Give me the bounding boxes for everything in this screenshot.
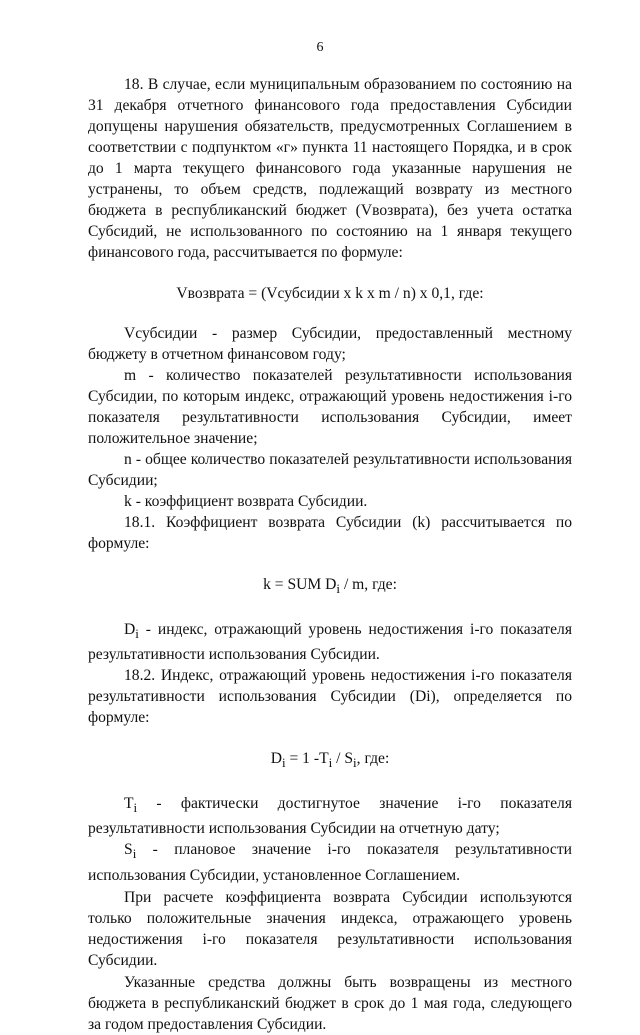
page-number: 6 — [316, 40, 324, 55]
definition-t-subscript: i — [133, 800, 138, 816]
definition-t — [88, 793, 572, 839]
definition-d-subscript: i — [135, 626, 139, 642]
formula-d-mid: = 1 -T — [285, 750, 329, 768]
definition-v-subsidy: Vсубсидии - размер Субсидии, предоставленный местному бюджету в отчетном финансовом году; — [88, 325, 572, 363]
formula-d-subscript-2: i — [328, 755, 333, 771]
definition-n: n - общее количество показателей результативности использования Субсидии; — [88, 451, 572, 489]
paragraph-18-2: 18.2. Индекс, отражающий уровень недостижения i-го показателя результативности использования Субсидии (Di), определяется по формуле: — [88, 667, 572, 727]
formula-k-part-b: / m, где: — [340, 576, 397, 593]
definition-d — [88, 619, 572, 665]
formula-d-subscript-3: i — [353, 755, 357, 771]
definition-d-symbol: D — [124, 621, 136, 639]
formula-return-volume: Vвозврата = (Vсубсидии x k x m / n) x 0,1, где: — [176, 285, 484, 302]
definition-d-text: - индекс, отражающий уровень недостижения i-го показателя результативности использования Субсидии. — [88, 621, 572, 664]
paragraph-18-1: 18.1. Коэффициент возврата Субсидии (k) рассчитывается по формуле: — [88, 514, 572, 552]
paragraph-return-deadline: Указанные средства должны быть возвращены из местного бюджета в республиканский бюджет в срок до 1 мая года, следующего за годом предоставления Субсидии. — [88, 973, 572, 1033]
definition-k: k - коэффициент возврата Субсидии. — [124, 493, 368, 510]
formula-d-end: , где: — [356, 750, 390, 768]
definition-s-symbol: S — [124, 841, 133, 859]
definition-t-text: - фактически достигнутое значение i-го показателя результативности использования Субсидии на отчетную дату; — [88, 795, 572, 838]
definition-m: m - количество показателей результативности использования Субсидии, по которым индекс, отражающий уровень недостижения i-го показателя результативности использования Субсидии, имеет положительное значение; — [88, 367, 572, 447]
formula-coefficient-k — [88, 574, 572, 599]
formula-d-symbol: D — [270, 750, 282, 768]
formula-k-part-a: k = SUM D — [263, 576, 337, 593]
formula-d-slash: / S — [332, 750, 354, 768]
definition-s-subscript: i — [132, 846, 137, 862]
definition-s — [88, 839, 572, 885]
formula-index-d — [88, 748, 572, 773]
document-body — [88, 74, 572, 1035]
formula-k-subscript: i — [336, 581, 341, 597]
paragraph-18: 18. В случае, если муниципальным образованием по состоянию на 31 декабря отчетного финансового года предоставления Субсидии допущены нарушения обязательств, предусмотренных Соглашением в соответствии с подпунктом «г» пункта 11 настоящего Порядка, и в срок до 1 марта текущего финансового года указанные нарушения не устранены, то объем средств, подлежащий возврату из местного бюджета в республиканский бюджет (Vвозврата), без учета остатка Субсидий, не использованного по состоянию на 1 января текущего финансового года, рассчитывается по формуле: — [88, 76, 572, 261]
definition-t-symbol: T — [124, 795, 134, 813]
definition-s-text: - плановое значение i-го показателя результативности использования Субсидии, установленное Соглашением. — [88, 841, 572, 884]
formula-d-subscript-1: i — [281, 755, 286, 771]
paragraph-calculation-note: При расчете коэффициента возврата Субсидии используются только положительные значения индекса, отражающего уровень недостижения i-го показателя результативности использования Субсидии. — [88, 888, 572, 969]
